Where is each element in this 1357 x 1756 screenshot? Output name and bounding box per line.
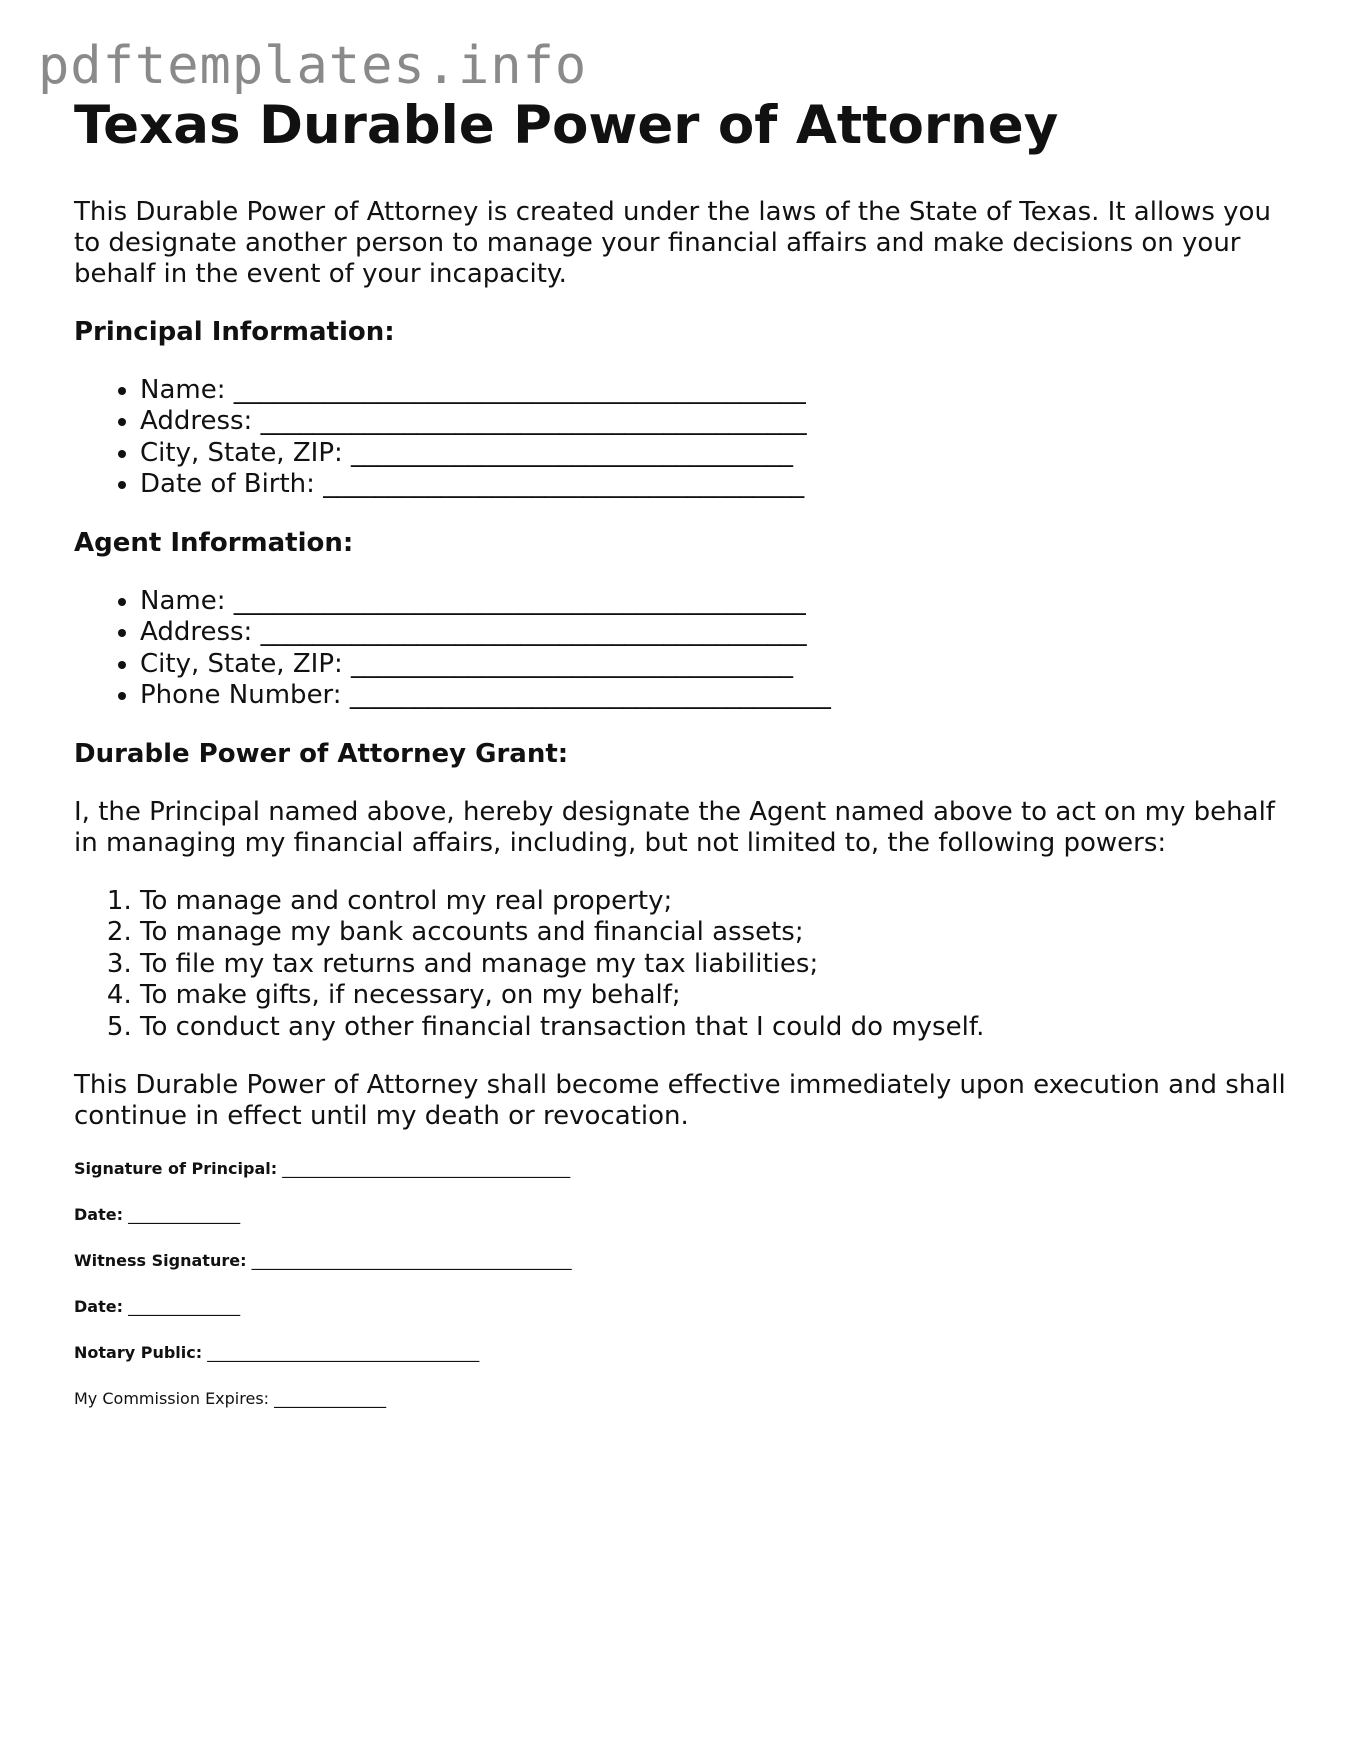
agent-name-field [140,586,1294,618]
power-item: 5. To conduct any other financial transaction that I could do myself. [140,1012,1294,1044]
fill-in-blank[interactable]: ____________________________________________ [233,585,806,616]
agent-address-field [140,617,1294,649]
principal-signature-label: Signature of Principal: [74,1159,278,1179]
principal-dob-field [140,469,1294,501]
field-label: City, State, ZIP: [140,648,343,679]
page-title: Texas Durable Power of Attorney [74,95,1059,156]
agent-city-state-zip-field [140,649,1294,681]
principal-city-state-zip-field [140,438,1294,470]
fill-in-blank[interactable]: _____________________________________ [323,469,805,500]
field-label: Name: [140,585,226,616]
agent-fields-list [74,586,1294,712]
effective-paragraph: This Durable Power of Attorney shall become effective immediately upon execution and shall continue in effect until my death or revocation. [74,1070,1286,1132]
principal-name-field [140,375,1294,407]
commission-blank[interactable]: ______________ [274,1389,387,1409]
power-item: 4. To make gifts, if necessary, on my behalf; [140,980,1294,1012]
field-label: Address: [140,406,253,437]
commission-label: My Commission Expires: [74,1389,270,1409]
fill-in-blank[interactable]: __________________________________ [351,437,794,468]
date-blank[interactable]: ______________ [128,1297,241,1317]
fill-in-blank[interactable]: _____________________________________ [349,680,831,711]
field-label: Phone Number: [140,680,342,711]
agent-heading: Agent Information: [74,527,354,558]
grant-paragraph: I, the Principal named above, hereby designate the Agent named above to act on my behalf in managing my financial affairs, including, but not limited to, the following powers: [74,796,1275,858]
field-label: Date of Birth: [140,469,315,500]
field-label: Address: [140,617,253,648]
fill-in-blank[interactable]: __________________________________________ [260,406,807,437]
commission-line [74,1389,1294,1408]
principal-date-line [74,1205,1294,1224]
witness-date-line [74,1297,1294,1316]
field-label: City, State, ZIP: [140,437,343,468]
principal-fields-list [74,375,1294,501]
witness-signature-label: Witness Signature: [74,1251,247,1271]
notary-blank[interactable]: __________________________________ [207,1343,480,1363]
principal-signature-line [74,1159,1294,1178]
intro-paragraph: This Durable Power of Attorney is created under the laws of the State of Texas. It allows you to designate another person to manage your financial affairs and make decisions on your behalf in the event of your incapacity. [74,196,1271,289]
agent-phone-field [140,680,1294,712]
field-label: Name: [140,374,226,405]
fill-in-blank[interactable]: ____________________________________________ [233,374,806,405]
witness-signature-blank[interactable]: ________________________________________ [251,1251,572,1271]
date-label: Date: [74,1297,123,1317]
date-label: Date: [74,1205,123,1225]
power-item: 3. To file my tax returns and manage my tax liabilities; [140,949,1294,981]
watermark-text: pdftemplates.info [38,36,588,96]
grant-heading: Durable Power of Attorney Grant: [74,738,569,769]
document-body [74,96,1294,1408]
powers-list [74,886,1294,1044]
fill-in-blank[interactable]: __________________________________________ [260,617,807,648]
witness-signature-line [74,1251,1294,1270]
principal-heading: Principal Information: [74,316,395,347]
notary-label: Notary Public: [74,1343,203,1363]
principal-address-field [140,406,1294,438]
date-blank[interactable]: ______________ [128,1205,241,1225]
power-item: 2. To manage my bank accounts and financial assets; [140,917,1294,949]
notary-line [74,1343,1294,1362]
fill-in-blank[interactable]: __________________________________ [351,648,794,679]
power-item: 1. To manage and control my real property; [140,886,1294,918]
principal-signature-blank[interactable]: ____________________________________ [282,1159,571,1179]
